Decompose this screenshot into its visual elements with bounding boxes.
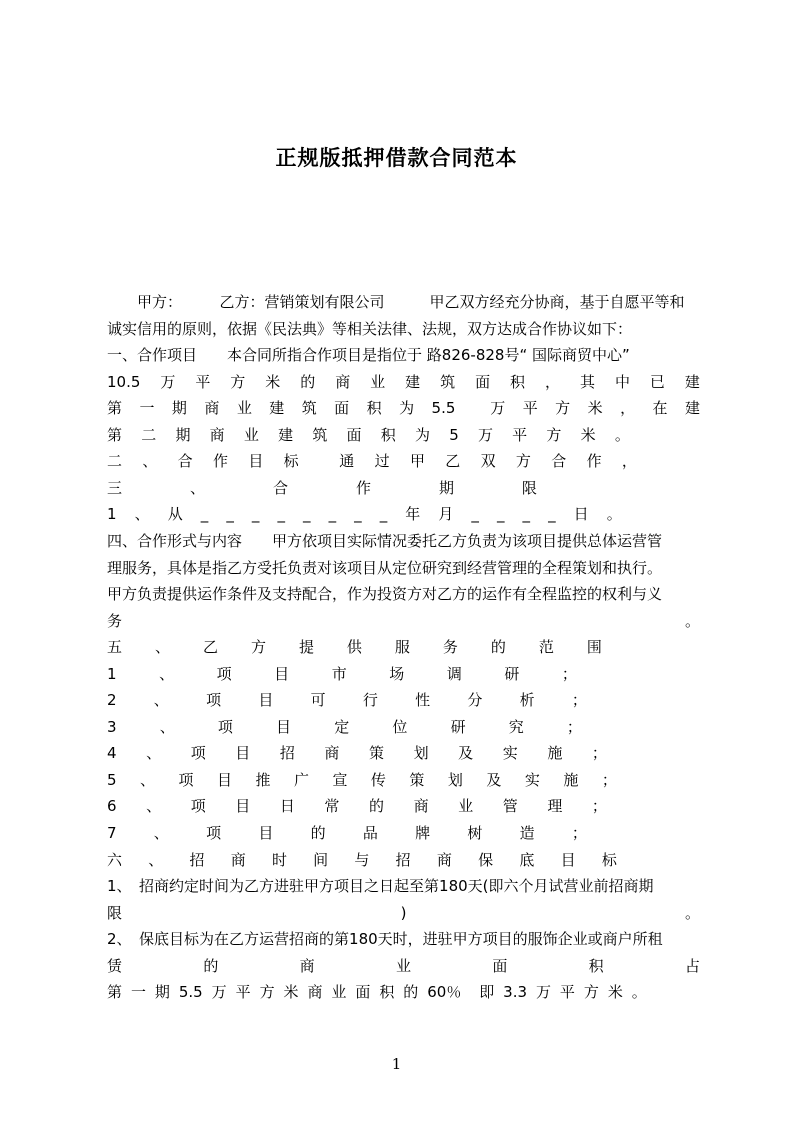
body-token: 划 (447, 770, 463, 789)
body-token: 为 (414, 425, 430, 444)
body-token: 方 (546, 425, 562, 444)
body-line (107, 900, 700, 926)
body-token: ， (621, 452, 637, 471)
body-line (107, 953, 700, 979)
body-token: 月 (438, 505, 454, 524)
body-token: 方 (583, 983, 599, 1002)
body-token: 商 (204, 399, 220, 418)
body-token: 日 (279, 797, 295, 816)
body-token: 商 (335, 372, 351, 391)
body-token: 一 (139, 399, 155, 418)
body-token: _ (522, 505, 531, 524)
body-token: 策 (369, 744, 385, 763)
body-line: 四、合作形式与内容 甲方依项目实际情况委托乙方负责为该项目提供总体运营管 (107, 531, 663, 550)
body-token: 建 (684, 372, 700, 391)
body-token: 定 (334, 717, 350, 736)
body-token: 目 (276, 717, 292, 736)
body-token: 万 (211, 983, 227, 1002)
body-token: _ (226, 505, 234, 524)
body-token: 5 (449, 425, 459, 444)
body-token: 1 (107, 505, 117, 524)
body-token: 、 (148, 850, 164, 869)
body-token: 商 (324, 744, 340, 763)
body-line (107, 369, 700, 395)
body-token: 2 (107, 691, 117, 710)
body-token: 、 (159, 664, 175, 683)
body-token: 与 (354, 850, 370, 869)
body-line (107, 422, 630, 448)
body-token: 招 (395, 850, 411, 869)
body-token: 为 (399, 399, 415, 418)
body-token: 的 (203, 956, 219, 975)
body-token: 双 (480, 452, 496, 471)
body-token: 平 (512, 425, 528, 444)
body-token: 10.5 (107, 372, 141, 391)
body-token: 标 (601, 850, 617, 869)
body-token: _ (277, 505, 285, 524)
body-token: 究 (508, 717, 524, 736)
body-token: 目 (235, 797, 251, 816)
body-token: 项 (206, 824, 222, 842)
body-token: 方 (230, 372, 246, 391)
body-token: 业 (395, 956, 411, 975)
body-token: 7 (107, 824, 117, 842)
body-token: 位 (392, 717, 408, 736)
body-token: ； (571, 824, 587, 842)
body-token: 积 (366, 399, 382, 418)
body-token: 分 (467, 691, 483, 710)
body-line (107, 395, 700, 421)
body-token: 树 (467, 824, 483, 842)
body-token: 。 (614, 425, 630, 444)
body-token: 限 (521, 478, 537, 497)
body-token: 第 (107, 983, 123, 1002)
body-token: 方 (259, 983, 275, 1002)
body-token: 、 (154, 638, 170, 657)
body-token: 招 (279, 744, 295, 763)
body-token: 积 (379, 983, 395, 1002)
body-token: 积 (510, 372, 526, 391)
body-token: 即 (479, 983, 495, 1002)
body-token: 可 (310, 691, 326, 710)
body-token: _ (471, 505, 479, 524)
body-token: 商 (299, 956, 315, 975)
body-line (107, 634, 602, 660)
body-token: _ (496, 505, 505, 524)
body-token: 面 (475, 372, 491, 391)
body-token: 6 (107, 797, 117, 816)
body-token: 米 (607, 983, 623, 1002)
body-token: 牌 (415, 824, 431, 842)
body-token: 平 (559, 983, 575, 1002)
body-token: 万 (490, 399, 506, 418)
body-token: 围 (586, 638, 602, 657)
body-token: 标 (283, 452, 299, 471)
body-token: 期 (154, 983, 170, 1002)
body-token: 通 (339, 452, 355, 471)
body-token: 调 (446, 664, 462, 683)
body-token: 推 (255, 770, 271, 789)
body-token: 项 (216, 664, 232, 683)
body-token: 保 (478, 850, 494, 869)
body-token: 面 (346, 425, 362, 444)
body-token: 第 (107, 399, 123, 418)
body-token: 目 (560, 850, 576, 869)
body-token: 的 (310, 824, 326, 842)
body-line: 一、合作项目 本合同所指合作项目是指位于 路826-828号“ 国际商贸中心” (107, 346, 630, 365)
body-token: 米 (580, 425, 596, 444)
body-token: 期 (175, 425, 191, 444)
body-token: 方 (555, 399, 571, 418)
body-token: 管 (502, 797, 518, 816)
body-token: ； (591, 797, 607, 816)
body-token: 方 (515, 452, 531, 471)
body-token: 实 (524, 770, 540, 789)
body-line: 诚实信用的原则，依据《民法典》等相关法律、法规，双方达成合作协议如下： (107, 319, 633, 338)
body-line (107, 847, 617, 873)
body-token: 4 (107, 744, 117, 763)
body-token: _ (354, 505, 362, 524)
body-token: 商 (230, 850, 246, 869)
body-line (107, 608, 700, 634)
body-token: 商 (209, 425, 225, 444)
body-token: 务 (107, 611, 123, 630)
body-token: _ (379, 505, 388, 524)
body-token: 的 (300, 372, 316, 391)
body-token: _ (200, 505, 209, 524)
body-token: 乙 (202, 638, 218, 657)
body-token: 目 (258, 824, 274, 842)
body-token: 米 (587, 399, 603, 418)
body-token: 商 (436, 850, 452, 869)
page-number: 1 (391, 1055, 402, 1073)
body-token: 的 (490, 638, 506, 657)
body-token: 二 (141, 425, 157, 444)
body-token: 积 (380, 425, 396, 444)
body-token: 常 (324, 797, 340, 816)
body-token: 一 (130, 983, 146, 1002)
body-token: 六 (107, 850, 123, 869)
body-token: 商 (307, 983, 323, 1002)
body-line (107, 448, 637, 474)
body-token: ； (591, 744, 607, 763)
body-token: _ (328, 505, 337, 524)
body-token: ) (400, 903, 407, 922)
body-token: 项 (190, 797, 206, 816)
body-token: 赁 (107, 956, 123, 975)
body-token: 平 (522, 399, 538, 418)
body-line: 1、 招商约定时间为乙方进驻甲方项目之日起至第180天(即六个月试营业前招商期 (107, 877, 654, 896)
body-token: 务 (442, 638, 458, 657)
body-token: 研 (450, 717, 466, 736)
body-token: 项 (217, 717, 233, 736)
body-token: 1 (107, 664, 117, 683)
body-token: 过 (374, 452, 390, 471)
body-token: 行 (362, 691, 378, 710)
body-token: 宣 (332, 770, 348, 789)
body-token: ； (561, 664, 577, 683)
body-token: 及 (458, 744, 474, 763)
body-token: 二 (107, 452, 123, 471)
body-token: 业 (236, 399, 252, 418)
body-token: 造 (519, 824, 535, 842)
body-token: 项 (190, 744, 206, 763)
body-token: 5.5 (431, 399, 456, 418)
body-token: 万 (535, 983, 551, 1002)
body-token: 传 (370, 770, 386, 789)
body-token: 品 (362, 824, 378, 842)
body-token: 乙 (445, 452, 461, 471)
body-token: 面 (334, 399, 350, 418)
body-token: 场 (389, 664, 405, 683)
body-token: 划 (413, 744, 429, 763)
body-token: 平 (195, 372, 211, 391)
body-token: 3 (107, 717, 117, 736)
body-token: 面 (492, 956, 508, 975)
body-token: 间 (313, 850, 329, 869)
body-token: 策 (409, 770, 425, 789)
body-token: 万 (477, 425, 493, 444)
body-token: 、 (153, 824, 169, 842)
body-token: 性 (415, 691, 431, 710)
body-token: ； (566, 717, 582, 736)
body-token: ； (601, 770, 617, 789)
body-line (107, 501, 622, 527)
body-token: 方 (250, 638, 266, 657)
body-token: 其 (579, 372, 595, 391)
body-token: _ (303, 505, 311, 524)
body-token: 项 (178, 770, 194, 789)
body-line (107, 820, 587, 846)
body-token: 广 (293, 770, 309, 789)
body-token: 建 (278, 425, 294, 444)
body-token: 、 (142, 452, 158, 471)
body-token: 供 (346, 638, 362, 657)
body-line (107, 714, 582, 740)
body-token: 平 (235, 983, 251, 1002)
body-token: ； (571, 691, 587, 710)
body-token: 项 (206, 691, 222, 710)
body-token: 筑 (312, 425, 328, 444)
body-token: 业 (458, 797, 474, 816)
body-token: _ (251, 505, 260, 524)
body-token: 业 (243, 425, 259, 444)
body-token: 。 (631, 983, 647, 1002)
body-line (107, 793, 607, 819)
body-token: 目 (274, 664, 290, 683)
body-token: 米 (265, 372, 281, 391)
body-token: 实 (502, 744, 518, 763)
body-token: 作 (212, 452, 228, 471)
body-token: 期 (171, 399, 187, 418)
body-token: 限 (107, 903, 123, 922)
body-line (107, 740, 607, 766)
body-token: 、 (140, 770, 156, 789)
body-token: 从 (167, 505, 183, 524)
body-token: 筑 (440, 372, 456, 391)
body-line: 2、 保底目标为在乙方运营招商的第180天时，进驻甲方项目的服饰企业或商户所租 (107, 930, 663, 949)
body-line: 甲方： 乙方：营销策划有限公司 甲乙双方经充分协商，基于自愿平等和 (107, 293, 685, 311)
body-token: 提 (298, 638, 314, 657)
body-token: 年 (405, 505, 421, 524)
body-token: 。 (606, 505, 622, 524)
body-line: 甲方负责提供运作条件及支持配合，作为投资方对乙方的运作有全程监控的权利与义 (107, 585, 663, 604)
body-token: 、 (153, 691, 169, 710)
body-token: 、 (159, 717, 175, 736)
body-line (107, 687, 587, 713)
body-token: 中 (614, 372, 630, 391)
body-token: 占 (684, 956, 700, 975)
body-line (107, 767, 617, 793)
body-token: 范 (538, 638, 554, 657)
body-token: 析 (519, 691, 535, 710)
body-token: 5.5 (178, 983, 203, 1002)
body-token: 3.3 (503, 983, 528, 1002)
body-token: 、 (134, 505, 150, 524)
body-token: 施 (563, 770, 579, 789)
body-token: 五 (107, 638, 123, 657)
body-token: 合 (272, 478, 288, 497)
body-token: 在 (652, 399, 668, 418)
body-token: 业 (370, 372, 386, 391)
body-token: 建 (405, 372, 421, 391)
body-line: 理服务，具体是指乙方受托负责对该项目从定位研究到经营管理的全程策划和执行。 (107, 558, 663, 577)
body-token: 施 (547, 744, 563, 763)
body-token: 面 (355, 983, 371, 1002)
body-token: _ (548, 505, 556, 524)
body-line (107, 979, 647, 1005)
body-token: 、 (146, 797, 162, 816)
body-token: 业 (331, 983, 347, 1002)
body-token: 已 (649, 372, 665, 391)
document-title: 正规版抵押借款合同范本 (275, 146, 518, 170)
body-token: 、 (189, 478, 205, 497)
body-token: 。 (684, 611, 700, 630)
body-token: 60％ (427, 983, 462, 1002)
body-token: 目 (235, 744, 251, 763)
body-token: 商 (413, 797, 429, 816)
body-token: 作 (586, 452, 602, 471)
body-token: 日 (573, 505, 589, 524)
body-token: 合 (551, 452, 567, 471)
body-token: 万 (160, 372, 176, 391)
body-token: 招 (189, 850, 205, 869)
body-token: 、 (146, 744, 162, 763)
body-token: 米 (283, 983, 299, 1002)
body-token: 积 (588, 956, 604, 975)
body-token: 作 (355, 478, 371, 497)
body-token: 理 (547, 797, 563, 816)
body-line (107, 475, 537, 501)
body-token: 底 (519, 850, 535, 869)
body-line (107, 661, 577, 687)
body-token: 时 (271, 850, 287, 869)
body-token: 的 (403, 983, 419, 1002)
body-token: 建 (684, 399, 700, 418)
body-token: 目 (216, 770, 232, 789)
body-token: 三 (107, 478, 123, 497)
body-token: ， (620, 399, 636, 418)
body-token: 。 (684, 903, 700, 922)
body-token: ， (545, 372, 561, 391)
body-token: 建 (269, 399, 285, 418)
body-token: 目 (248, 452, 264, 471)
body-token: 筑 (301, 399, 317, 418)
body-token: 市 (331, 664, 347, 683)
body-token: 期 (438, 478, 454, 497)
body-token: 合 (177, 452, 193, 471)
body-token: 服 (394, 638, 410, 657)
body-token: 目 (258, 691, 274, 710)
body-token: 第 (107, 425, 123, 444)
body-token: 5 (107, 770, 117, 789)
body-token: 的 (369, 797, 385, 816)
body-token: 研 (504, 664, 520, 683)
body-token: 及 (486, 770, 502, 789)
body-token: 甲 (409, 452, 425, 471)
